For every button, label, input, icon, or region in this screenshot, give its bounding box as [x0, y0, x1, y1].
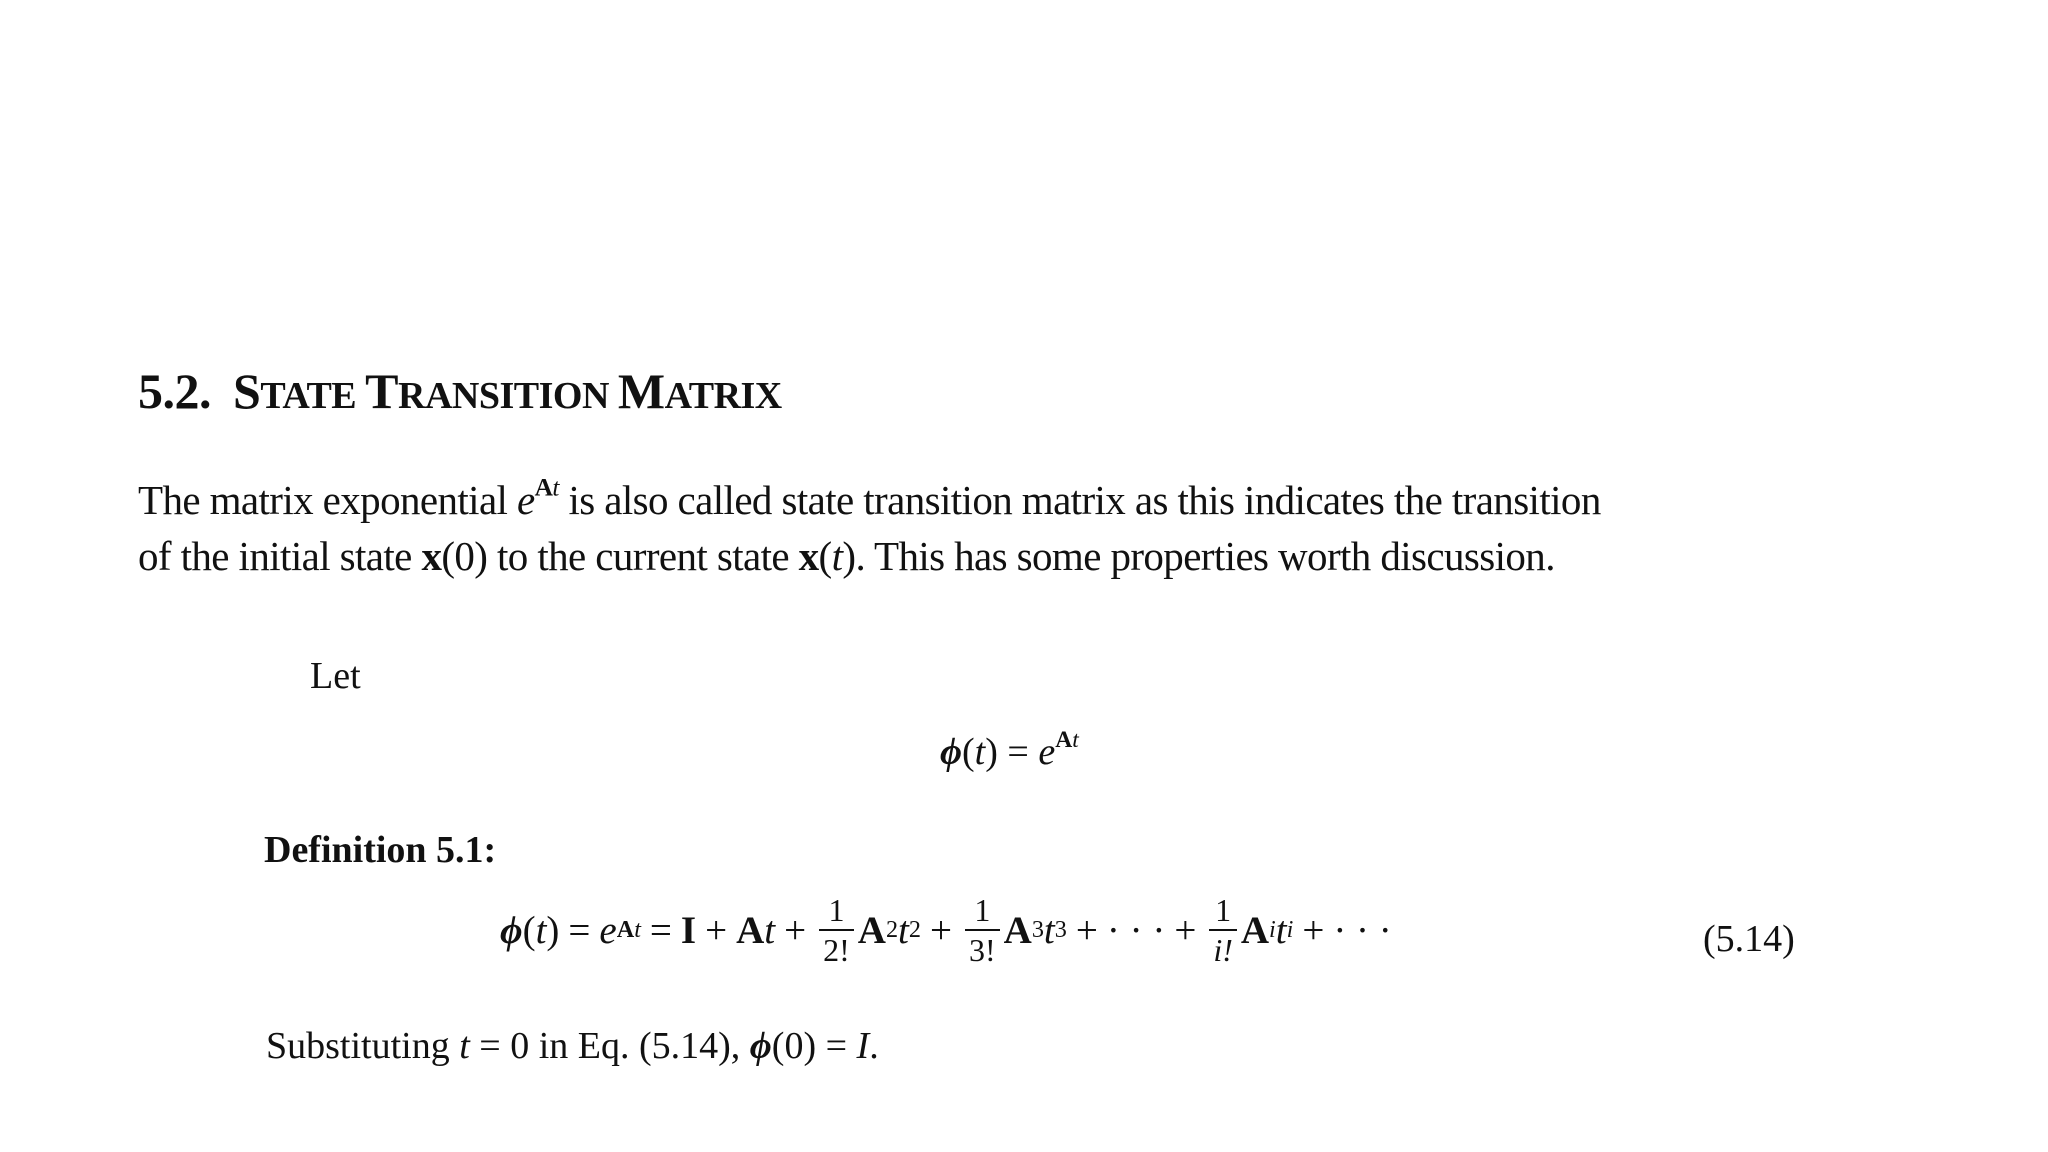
para2-xt-close: ): [842, 533, 856, 579]
eq-phi-symbol: ϕ: [940, 731, 962, 773]
heading-title: [233, 363, 782, 419]
eq-phi-exponent: [1055, 727, 1079, 753]
eqm-ellipsis-1: · · ·: [1106, 908, 1166, 952]
substitution-line: [266, 1024, 879, 1068]
eqm-frac2-num: 1: [828, 892, 845, 928]
eqm-open: (: [522, 908, 536, 952]
definition-label: Definition 5.1:: [264, 829, 497, 871]
equation-number: (5.14): [1703, 918, 1795, 960]
eq-phi-t: t: [974, 731, 986, 773]
eq-phi-equals: =: [997, 731, 1039, 773]
heading-cap-t: T: [365, 363, 399, 419]
para1-exp-a: A: [534, 473, 553, 502]
eqm-fraction-i: [1209, 894, 1237, 966]
para2-xt-open: (: [818, 533, 832, 579]
eqm-fraction-2: [819, 894, 854, 966]
eqm-ellipsis-2: · · ·: [1333, 908, 1392, 952]
heading-small-atrix: ATRIX: [664, 375, 782, 417]
eqm-exp-a: A: [616, 916, 635, 943]
subst-phi: ϕ: [749, 1025, 772, 1067]
para1-exp-t: t: [552, 473, 559, 502]
para2-end: . This has some properties worth discussion.: [855, 533, 1555, 579]
eqm-plus-6: +: [1302, 908, 1325, 952]
eqm-phi: ϕ: [500, 908, 523, 952]
eqm-fraci-den: i!: [1209, 929, 1237, 966]
equation-5-14: ϕ ( t ) = e At = I + A t + $\frac{1}{2!}$ A 2 t 2 + $\frac{1}{3!}$ A 3 t 3 + · · · + $\frac{1}{i!}$ A i t i + · · ·: [500, 892, 1392, 968]
eqm-plus-2: +: [784, 908, 807, 952]
eqm-a2: A: [857, 908, 886, 952]
eqm-plus-5: +: [1174, 908, 1197, 952]
eq-phi-exp-t: t: [1072, 727, 1079, 754]
eqm-frac3-den: 3!: [965, 929, 1000, 966]
para2-start: of the initial state: [138, 533, 422, 579]
subst-eq: = 0 in Eq. (5.14),: [469, 1025, 750, 1067]
paragraph-line-2: [138, 532, 1555, 580]
eqm-fraci-num: 1: [1215, 892, 1232, 928]
section-number: 5.2.: [138, 363, 211, 419]
eqm-a1: A: [736, 908, 765, 952]
para1-exponent: [535, 474, 559, 502]
eqm-a3: A: [1003, 908, 1032, 952]
heading-cap-s: S: [233, 363, 261, 419]
eqm-equals-2: =: [649, 908, 672, 952]
eqm-t2: t: [898, 908, 909, 952]
para2-xt-t: t: [831, 533, 843, 579]
para1-e: e: [516, 477, 535, 523]
para2-x0-arg: (0): [441, 533, 488, 579]
heading-cap-m: M: [617, 363, 665, 419]
eqm-plus-4: +: [1075, 908, 1098, 952]
para2-mid: to the current state: [487, 533, 799, 579]
subst-t: t: [459, 1025, 470, 1067]
para1-start: The matrix exponential: [138, 477, 517, 523]
heading-small-ransition: RANSITION: [398, 375, 618, 417]
equation-phi-definition: [940, 727, 1079, 774]
eqm-plus-1: +: [705, 908, 728, 952]
paragraph-line-1: [138, 473, 1601, 524]
eq-phi-e: e: [1038, 731, 1056, 773]
eq-phi-close: ): [985, 731, 998, 773]
let-text: Let: [310, 655, 361, 697]
eqm-fraction-3: [965, 894, 1000, 966]
heading-small-tate: TATE: [260, 375, 366, 417]
eq-phi-open: (: [962, 731, 975, 773]
eqm-equals-1: =: [568, 908, 591, 952]
subst-phi-arg: (0) =: [771, 1025, 857, 1067]
section-heading: [138, 362, 782, 420]
eqm-t1: t: [764, 908, 776, 952]
eqm-plus-3: +: [929, 908, 952, 952]
para1-end: is also called state transition matrix as this indicates the transition: [558, 477, 1601, 523]
eqm-ti: t: [1275, 908, 1287, 952]
eqm-close: ): [546, 908, 560, 952]
para2-xt-x: x: [798, 533, 819, 579]
eqm-identity: I: [680, 908, 697, 952]
subst-end: .: [869, 1025, 879, 1067]
eqm-t3: t: [1043, 908, 1055, 952]
eqm-frac2-den: 2!: [819, 929, 854, 966]
eqm-frac3-num: 1: [974, 892, 991, 928]
eqm-e: e: [599, 908, 617, 952]
eq-phi-exp-a: A: [1055, 727, 1073, 754]
eqm-exp-t: t: [634, 916, 641, 943]
subst-identity: I: [856, 1025, 870, 1067]
eqm-ai: A: [1240, 908, 1270, 952]
para2-x0-x: x: [421, 533, 442, 579]
subst-start: Substituting: [266, 1025, 460, 1067]
eqm-t: t: [535, 908, 547, 952]
